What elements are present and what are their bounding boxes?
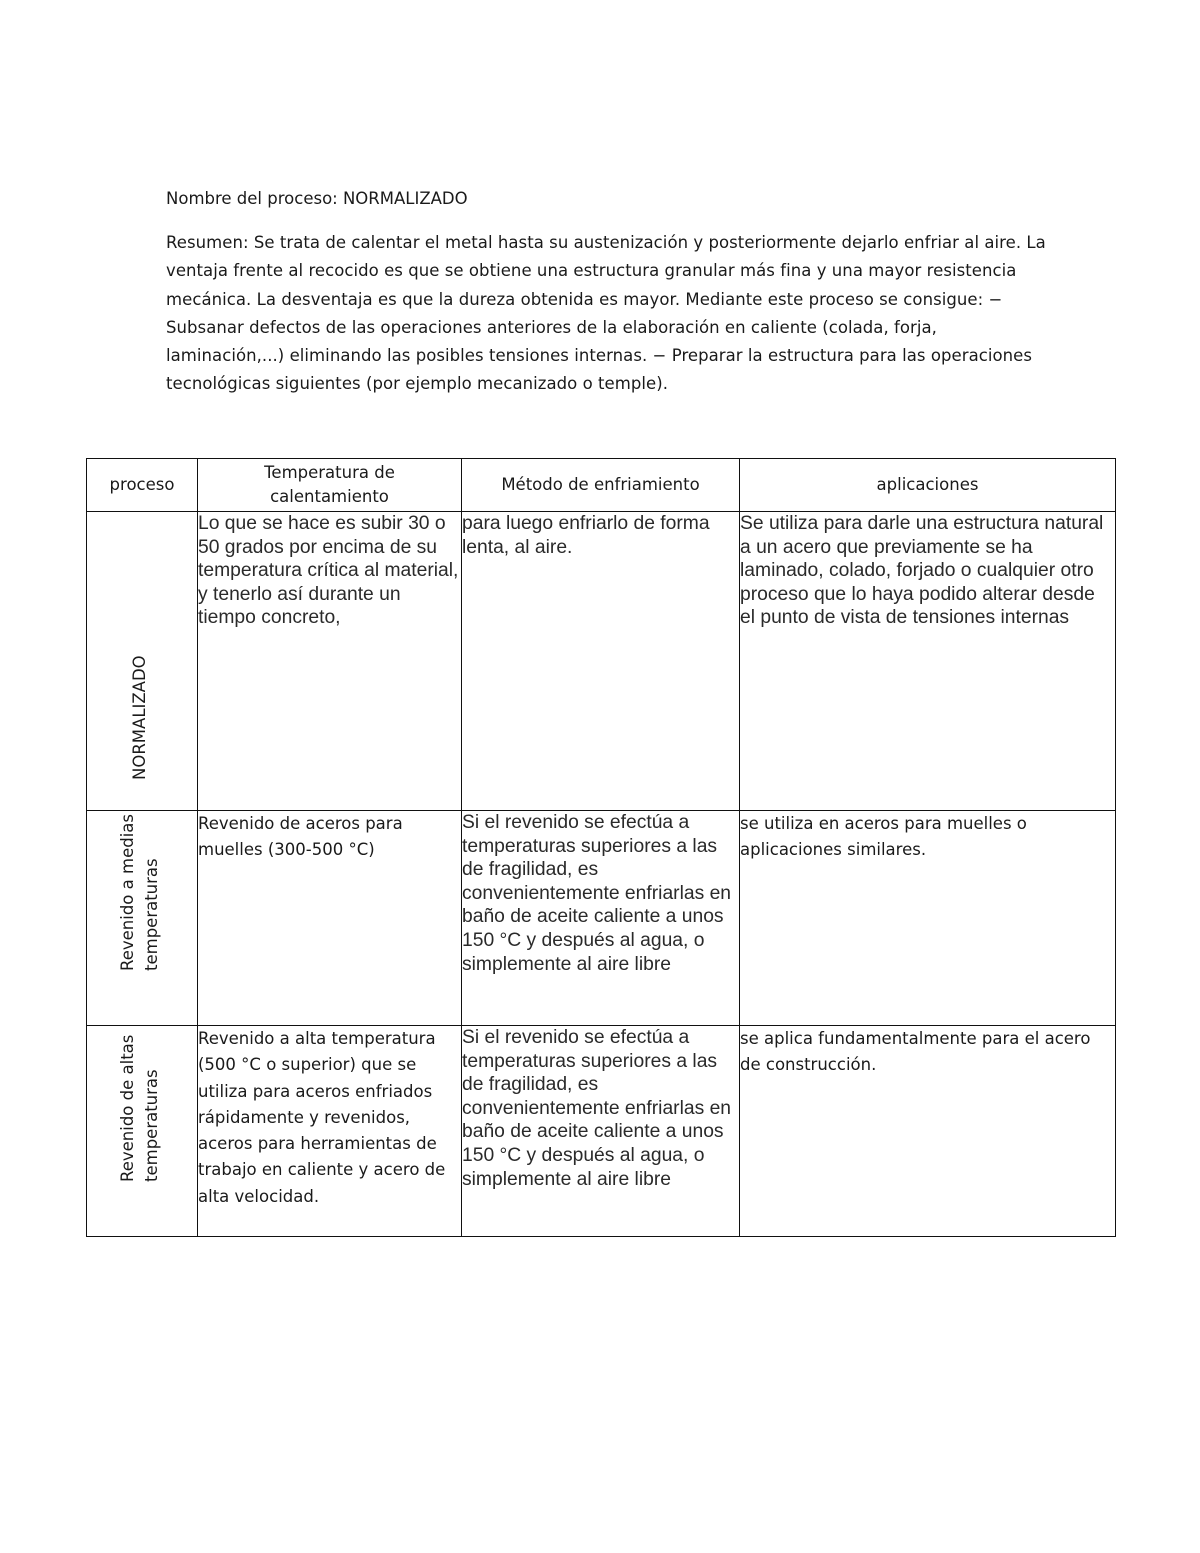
row-label-cell: [87, 1026, 198, 1237]
cell-aplicaciones: Se utiliza para darle una estructura natural a un acero que previamente se ha laminado, colado, forjado o cualquier otro proceso que lo haya podido alterar desde el punto de vista de tensiones internas: [740, 512, 1116, 811]
row-label-line: temperaturas: [142, 858, 161, 971]
cell-aplicaciones: se utiliza en aceros para muelles o aplicaciones similares.: [740, 811, 1116, 1026]
row-label-line: Revenido de altas: [118, 1034, 137, 1182]
row-label-line: temperaturas: [142, 1069, 161, 1182]
cell-temperatura: Revenido a alta temperatura (500 °C o superior) que se utiliza para aceros enfriados rápidamente y revenidos, aceros para herramientas de trabajo en caliente y acero de alta velocidad.: [198, 1026, 462, 1237]
table-header-row: [87, 459, 1116, 512]
process-name-heading: Nombre del proceso: NORMALIZADO: [166, 189, 468, 208]
row-label-revenido-altas: [116, 1035, 164, 1182]
header-temperatura: Temperatura de calentamiento: [198, 459, 462, 512]
row-label-cell: [87, 811, 198, 1026]
header-aplicaciones: aplicaciones: [740, 459, 1116, 512]
header-metodo: Método de enfriamiento: [462, 459, 740, 512]
row-label-cell: [87, 512, 198, 811]
cell-metodo: para luego enfriarlo de forma lenta, al aire.: [462, 512, 740, 811]
cell-metodo: Si el revenido se efectúa a temperaturas superiores a las de fragilidad, es convenientemente enfriarlas en baño de aceite caliente a unos 150 °C y después al agua, o simplemente al aire libre: [462, 1026, 740, 1237]
summary-paragraph: Resumen: Se trata de calentar el metal hasta su austenización y posteriormente dejarlo enfriar al aire. La ventaja frente al recocido es que se obtiene una estructura granular más fina y una mayor resistencia mecánica. La desventaja es que la dureza obtenida es mayor. Mediante este proceso se consigue: − Subsanar defectos de las operaciones anteriores de la elaboración en caliente (colada, forja, laminación,...) eliminando las posibles tensiones internas. − Preparar la estructura para las operaciones tecnológicas siguientes (por ejemplo mecanizado o temple).: [166, 233, 1046, 394]
row-label-revenido-medias: [116, 814, 164, 971]
header-proceso: proceso: [87, 459, 198, 512]
table-row: [87, 512, 1116, 811]
row-label-normalizado: NORMALIZADO: [130, 655, 149, 780]
table-row: [87, 811, 1116, 1026]
cell-aplicaciones: se aplica fundamentalmente para el acero de construcción.: [740, 1026, 1116, 1237]
row-label-line: Revenido a medias: [118, 814, 137, 971]
table-row: [87, 1026, 1116, 1237]
cell-temperatura: Revenido de aceros para muelles (300-500 °C): [198, 811, 462, 1026]
process-table: [86, 458, 1116, 1237]
cell-temperatura: Lo que se hace es subir 30 o 50 grados por encima de su temperatura crítica al material, y tenerlo así durante un tiempo concreto,: [198, 512, 462, 811]
cell-metodo: Si el revenido se efectúa a temperaturas superiores a las de fragilidad, es convenientemente enfriarlas en baño de aceite caliente a unos 150 °C y después al agua, o simplemente al aire libre: [462, 811, 740, 1026]
